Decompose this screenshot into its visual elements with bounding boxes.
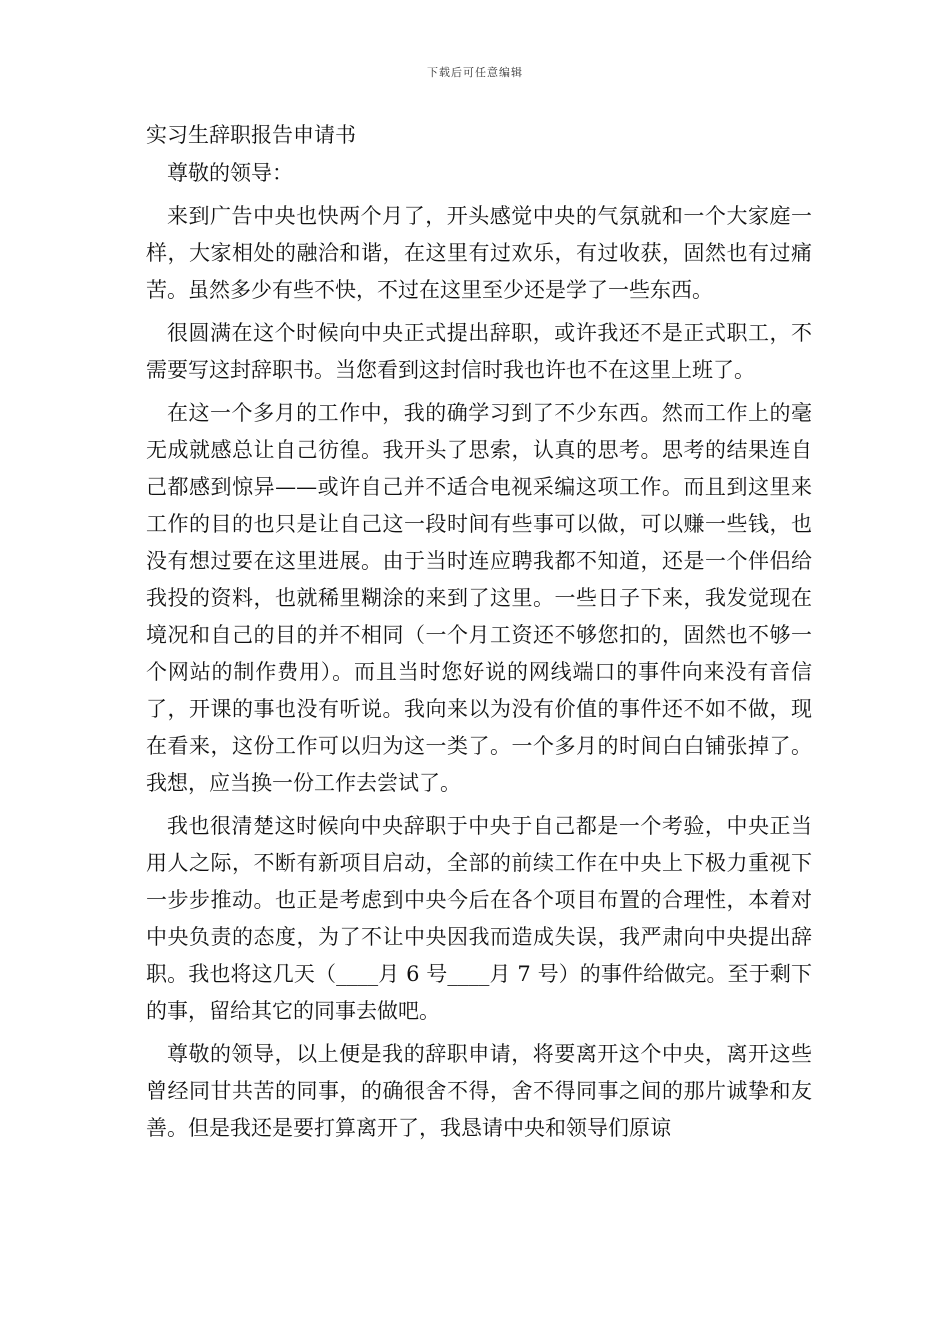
paragraph-2: 很圆满在这个时候向中央正式提出辞职，或许我还不是正式职工，不需要写这封辞职书。当您看到这封信时我也许也不在这里上班了。: [146, 321, 812, 382]
salutation: 尊敬的领导：: [167, 161, 293, 185]
paragraph-4: 我也很清楚这时候向中央辞职于中央于自己都是一个考验，中央正当用人之际，不断有新项目启动，全部的前续工作在中央上下极力重视下一步步推动。也正是考虑到中央今后在各个项目布置的合理性，本着对中央负责的态度，为了不让中央因我而造成失误，我严肃向中央提出辞职。我也将这几天（____月 6 号____月 7 号）的事件给做完。至于剩下的事，留给其它的同事去做吧。: [146, 814, 812, 1023]
document-body: [146, 116, 812, 1153]
document-title: 实习生辞职报告申请书: [146, 123, 356, 147]
paragraph-3: 在这一个多月的工作中，我的确学习到了不少东西。然而工作上的毫无成就感总让自己彷徨。我开头了思索，认真的思考。思考的结果连自己都感到惊异——或许自己并不适合电视采编这项工作。而且到这里来工作的目的也只是让自己这一段时间有些事可以做，可以赚一些钱，也没有想过要在这里进展。由于当时连应聘我都不知道，还是一个伴侣给我投的资料，也就稀里糊涂的来到了这里。一些日子下来，我发觉现在境况和自己的目的并不相同（一个月工资还不够您扣的，固然也不够一个网站的制作费用）。而且当时您好说的网线端口的事件向来没有音信了，开课的事也没有听说。我向来以为没有价值的事件还不如不做，现在看来，这份工作可以归为这一类了。一个多月的时间白白铺张掉了。我想，应当换一份工作去尝试了。: [146, 401, 812, 795]
paragraph-5: 尊敬的领导，以上便是我的辞职申请，将要离开这个中央，离开这些曾经同甘共苦的同事，的确很舍不得，舍不得同事之间的那片诚挚和友善。但是我还是要打算离开了，我恳请中央和领导们原谅: [146, 1042, 812, 1140]
paragraph-1: 来到广告中央也快两个月了，开头感觉中央的气氛就和一个大家庭一样，大家相处的融洽和谐，在这里有过欢乐，有过收获，固然也有过痛苦。虽然多少有些不快，不过在这里至少还是学了一些东西。: [146, 204, 812, 302]
page-header-note: 下载后可任意编辑: [427, 66, 523, 79]
